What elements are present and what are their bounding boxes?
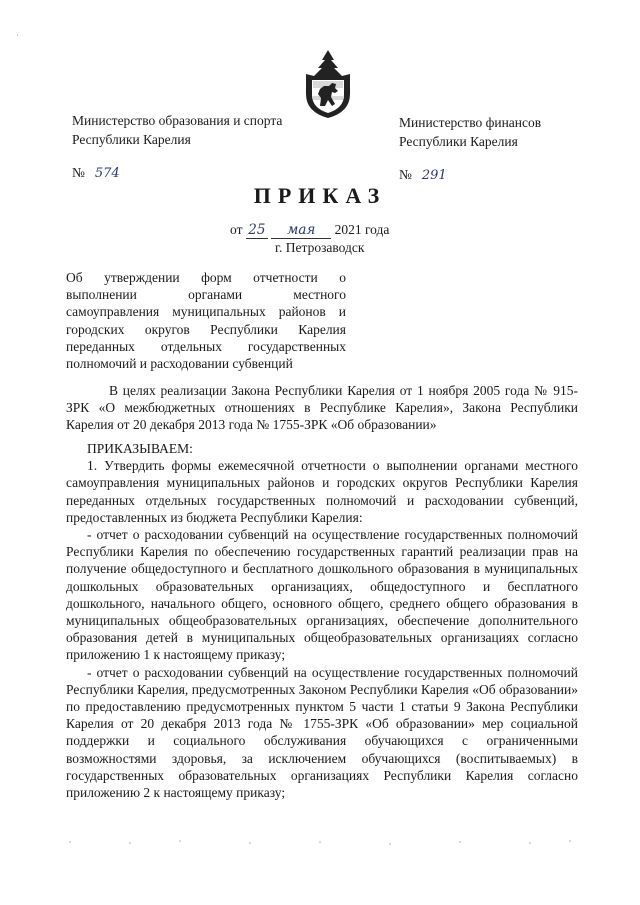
order-city: г. Петрозаводск [275,240,365,255]
right-number-value: 291 [421,168,447,183]
right-order-number [399,165,541,185]
right-number-label: № [399,167,412,182]
order-heading: ПРИКАЗЫВАЕМ: [87,441,193,456]
order-date [230,222,389,239]
left-ministry-block [72,111,282,183]
right-ministry-name-line1: Министерство финансов [399,115,542,130]
order-subject: Об утверждении форм отчетности о выполнении органами местного самоуправления муниципальных районов и городских округов Республики Карелия переданных отдельных государственных полномочий и расходовании субвенций [66,270,346,372]
left-order-number [72,163,282,183]
right-ministry-block [399,113,541,185]
karelia-coat-of-arms-icon [301,48,355,120]
left-ministry-name-line1: Министерство образования и спорта [72,113,283,128]
order-item-1: 1. Утвердить формы ежемесячной отчетности о выполнении органами местного самоуправления муниципальных районов и городских округов Республики Карелия переданных отдельных государственных полномочий и расходовании субвенций, предоставленных из бюджета Республики Карелия: [66,458,578,525]
left-ministry-name-line2: Республики Карелия [72,132,191,147]
date-year: 2021 года [334,222,390,237]
date-day: 25 [246,222,268,239]
scan-margin-mark: · [16,30,19,40]
date-prefix: от [230,222,243,237]
scan-artifact-dots [60,838,580,848]
document-title: ПРИКАЗ [253,183,387,208]
right-ministry-name-line2: Республики Карелия [399,134,518,149]
order-bullet-2: - отчет о расходовании субвенций на осуществление государственных полномочий Республики Карелия, предусмотренных Законом Республики Карелия «Об образовании» по предоставлению предусмотренных пунктом 5 части 1 статьи 9 Закона Республики Карелия от 20 декабря 2013 года № 1755-ЗРК «Об образовании» мер социальной поддержки и социального обслуживания обучающихся с ограниченными возможностями здоровья, за исключением обучающихся (воспитываемых) в государственных образовательных организациях Республики Карелия согласно приложению 2 к настоящему приказу; [66,664,578,801]
preamble [66,382,578,434]
left-number-label: № [72,165,85,180]
date-month: мая [271,222,331,239]
order-body [66,440,578,801]
left-number-value: 574 [94,166,120,181]
order-bullet-1: - отчет о расходовании субвенций на осуществление государственных полномочий Республики Карелия по обеспечению государственных гарантий реализации прав на получение общедоступного и бесплатного дошкольного образования в муниципальных дошкольных образовательных организациях, общедоступного и бесплатного дошкольного, начального общего, основного общего, среднего общего образования в муниципальных общеобразовательных организациях, обеспечение дополнительного образования детей в муниципальных общеобразовательных организациях согласно приложению 1 к настоящему приказу; [66,527,578,663]
preamble-text: В целях реализации Закона Республики Карелия от 1 ноября 2005 года № 915-ЗРК «О межбюджетных отношениях в Республике Карелия», Закона Республики Карелия от 20 декабря 2013 года № 1755-ЗРК «Об образовании» [66,383,578,433]
